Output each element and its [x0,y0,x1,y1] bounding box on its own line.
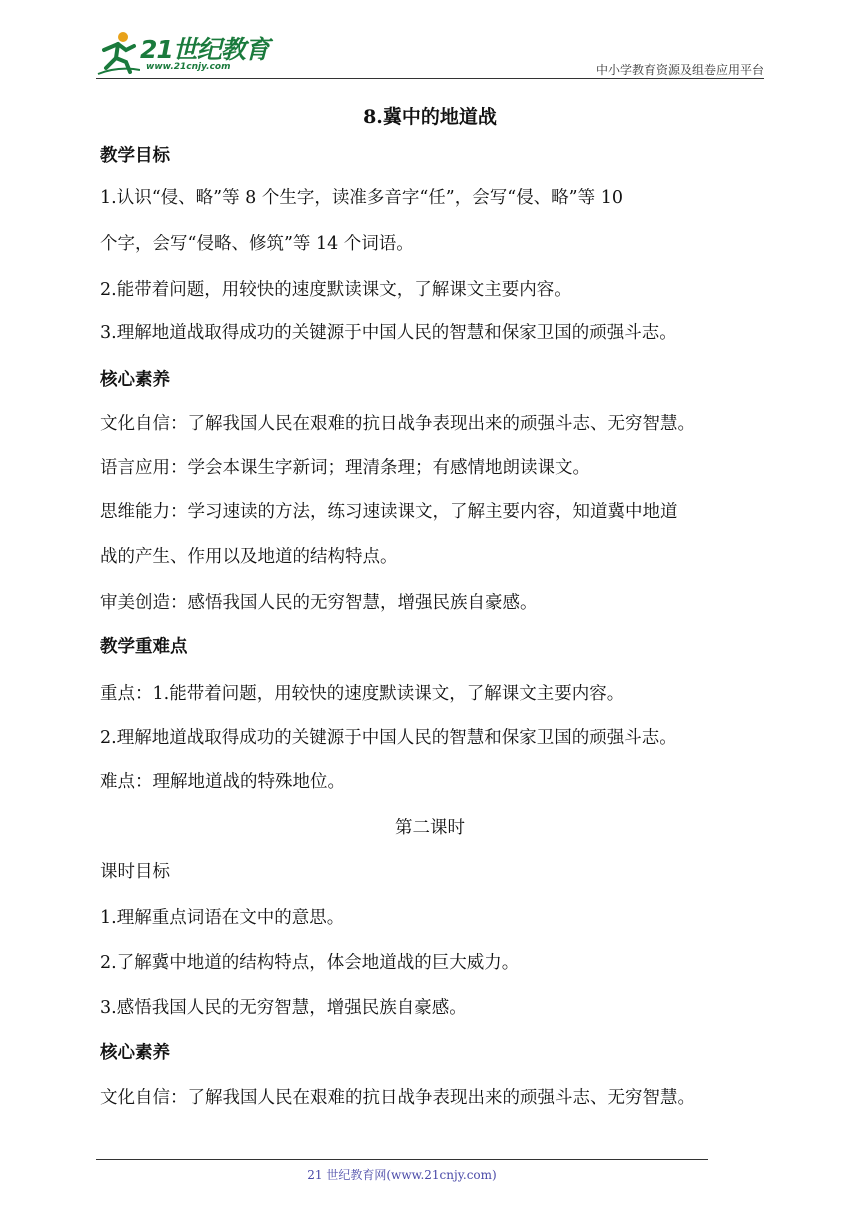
logo-text: 21世纪教育 [140,35,269,64]
lesson-title: 8.冀中的地道战 [363,106,497,128]
heading-core-literacy: 核心素养 [100,370,170,390]
goal-2: 2.能带着问题，用较快的速度默读课文，了解课文主要内容。 [100,280,572,300]
heading-teaching-goals: 教学目标 [100,146,170,166]
goal-3: 3.理解地道战取得成功的关键源于中国人民的智慧和保家卫国的顽强斗志。 [100,323,677,343]
footer-divider [96,1159,708,1160]
lesson-goal-2: 2.了解冀中地道的结构特点，体会地道战的巨大威力。 [100,953,520,973]
core-aesthetic: 审美创造：感悟我国人民的无穷智慧，增强民族自豪感。 [100,593,538,613]
lesson-period-title: 第二课时 [395,818,465,838]
header-platform-name: 中小学教育资源及组卷应用平台 [595,63,764,77]
core2-cultural-confidence: 文化自信：了解我国人民在艰难的抗日战争表现出来的顽强斗志、无穷智慧。 [100,1088,695,1108]
lesson-goals-label: 课时目标 [100,862,170,882]
runner-logo-icon [96,30,140,76]
goal-1-line-2: 个字，会写“侵略、修筑”等 14 个词语。 [100,234,414,254]
header-divider [96,78,764,79]
logo-url: www.21cnjy.com [146,62,231,72]
core-cultural-confidence: 文化自信：了解我国人民在艰难的抗日战争表现出来的顽强斗志、无穷智慧。 [100,414,695,434]
core-thinking-line-1: 思维能力：学习速读的方法，练习速读课文，了解主要内容，知道冀中地道 [100,502,678,522]
heading-core-literacy-2: 核心素养 [100,1043,170,1063]
lesson-goal-1: 1.理解重点词语在文中的意思。 [100,908,345,928]
key-point-2: 2.理解地道战取得成功的关键源于中国人民的智慧和保家卫国的顽强斗志。 [100,728,677,748]
site-logo[interactable] [96,30,269,78]
heading-key-difficult-points: 教学重难点 [100,637,188,657]
footer-link[interactable]: 21 世纪教育网(www.21cnjy.com) [307,1168,497,1182]
core-thinking-line-2: 战的产生、作用以及地道的结构特点。 [100,547,398,567]
difficult-point: 难点：理解地道战的特殊地位。 [100,772,345,792]
goal-1-line-1: 1.认识“侵、略”等 8 个生字，读准多音字“任”，会写“侵、略”等 10 [100,188,623,208]
lesson-goal-3: 3.感悟我国人民的无穷智慧，增强民族自豪感。 [100,998,467,1018]
core-language-use: 语言应用：学会本课生字新词；理清条理；有感情地朗读课文。 [100,458,590,478]
key-point-1: 重点：1.能带着问题，用较快的速度默读课文，了解课文主要内容。 [100,684,625,704]
